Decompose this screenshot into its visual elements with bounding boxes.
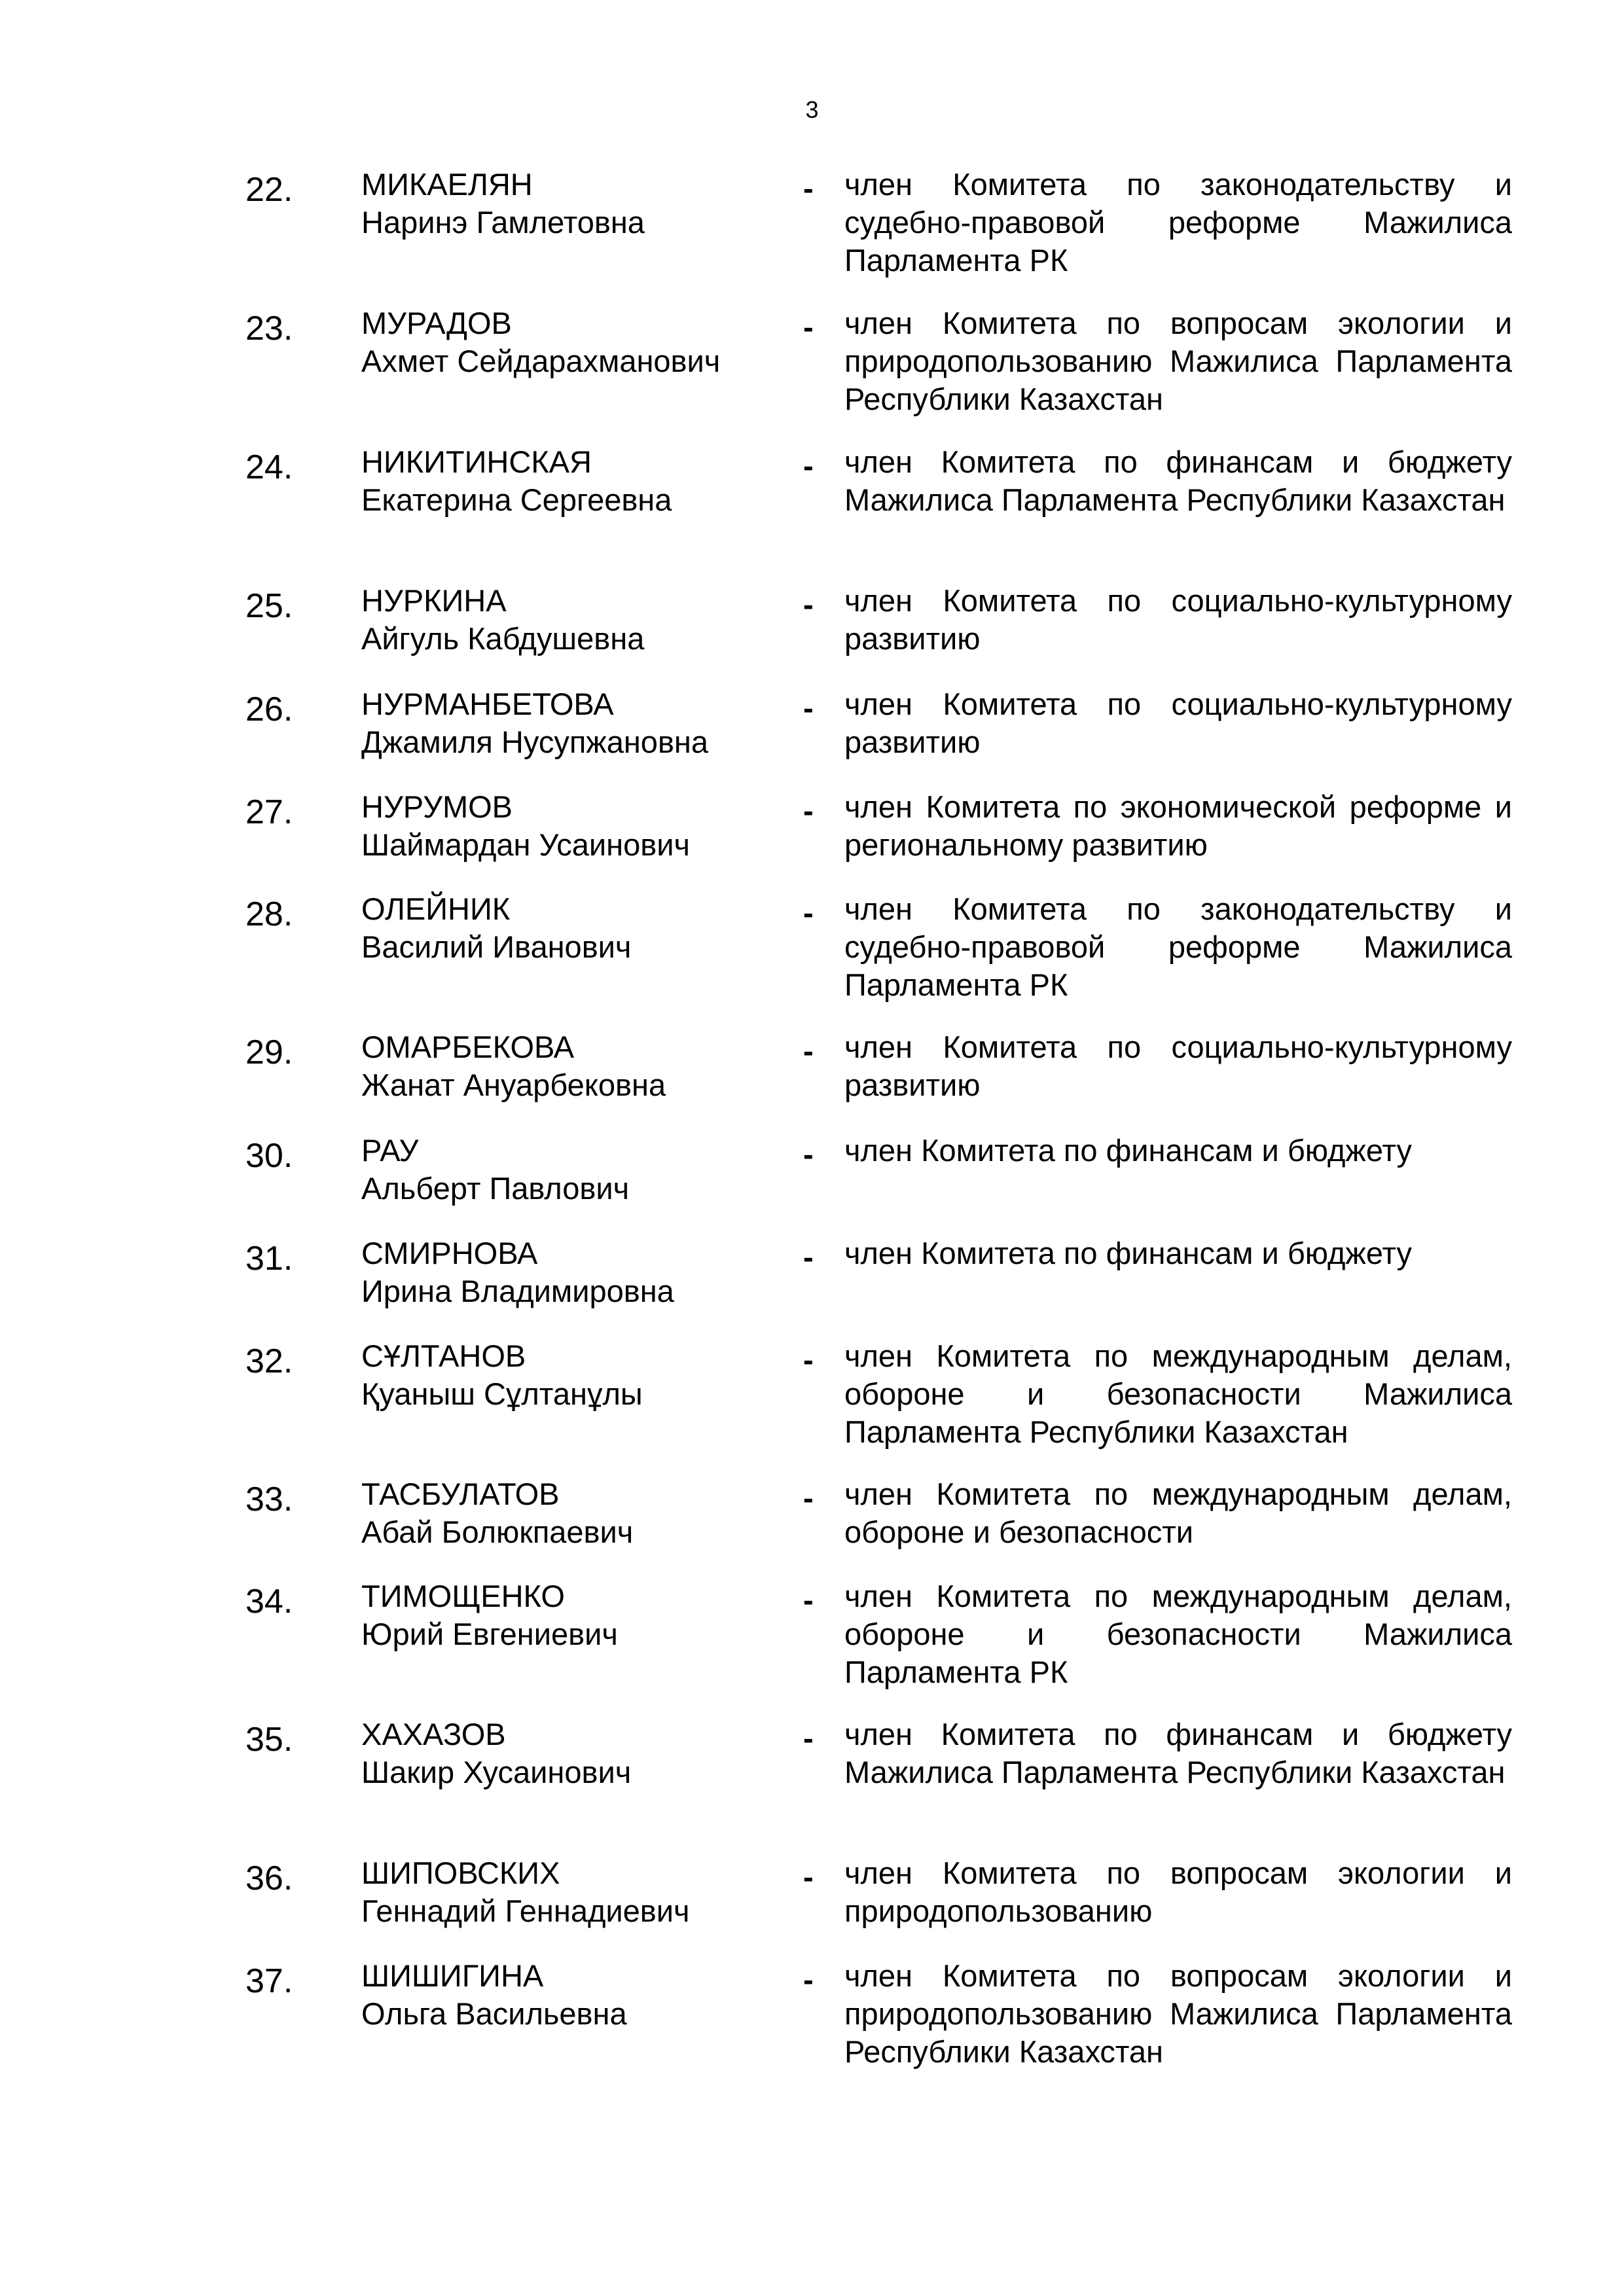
member-given-names: Ирина Владимировна bbox=[361, 1274, 674, 1308]
member-given-names: Ольга Васильевна bbox=[361, 1996, 627, 2031]
member-surname: МУРАДОВ bbox=[361, 306, 512, 340]
member-name bbox=[361, 1715, 780, 1791]
member-given-names: Ахмет Сейдарахманович bbox=[361, 344, 721, 378]
member-surname: РАУ bbox=[361, 1133, 419, 1168]
dash-separator: - bbox=[803, 448, 814, 483]
member-role: член Комитета по финансам и бюджету Мажилиса Парламента Республики Казахстан bbox=[844, 1717, 1512, 1789]
list-item bbox=[0, 1715, 1624, 1854]
member-role: член Комитета по социально-культурному развитию bbox=[844, 1030, 1512, 1102]
dash-separator: - bbox=[803, 1033, 814, 1068]
member-surname: НУРМАНБЕТОВА bbox=[361, 687, 614, 721]
member-surname: СҰЛТАНОВ bbox=[361, 1338, 526, 1373]
member-name bbox=[361, 1854, 780, 1930]
member-role: член Комитета по экономической реформе и региональному развитию bbox=[844, 789, 1512, 862]
member-role: член Комитета по социально-культурному развитию bbox=[844, 687, 1512, 759]
list-item bbox=[0, 166, 1624, 304]
member-surname: ШИШИГИНА bbox=[361, 1958, 544, 1993]
member-role: член Комитета по финансам и бюджету Мажилиса Парламента Республики Казахстан bbox=[844, 444, 1512, 517]
entry-number: 31. bbox=[245, 1240, 293, 1278]
member-name bbox=[361, 166, 780, 242]
dash-separator: - bbox=[803, 691, 814, 725]
member-given-names: Геннадий Геннадиевич bbox=[361, 1893, 690, 1928]
entry-number: 24. bbox=[245, 448, 293, 486]
dash-separator: - bbox=[803, 1342, 814, 1377]
member-name bbox=[361, 443, 780, 519]
entry-number: 30. bbox=[245, 1137, 293, 1175]
entry-number: 29. bbox=[245, 1033, 293, 1071]
dash-separator: - bbox=[803, 1480, 814, 1515]
dash-separator: - bbox=[803, 171, 814, 206]
member-given-names: Жанат Ануарбековна bbox=[361, 1067, 666, 1102]
member-surname: СМИРНОВА bbox=[361, 1236, 538, 1270]
entry-number: 22. bbox=[245, 171, 293, 209]
member-role: член Комитета по социально-культурному развитию bbox=[844, 583, 1512, 656]
member-name bbox=[361, 1337, 780, 1413]
list-item bbox=[0, 304, 1624, 443]
dash-separator: - bbox=[803, 1721, 814, 1755]
member-role: член Комитета по финансам и бюджету bbox=[844, 1236, 1412, 1270]
member-given-names: Екатерина Сергеевна bbox=[361, 482, 672, 517]
member-surname: ОЛЕЙНИК bbox=[361, 891, 511, 926]
list-item bbox=[0, 1854, 1624, 1957]
list-item bbox=[0, 443, 1624, 582]
dash-separator: - bbox=[803, 1137, 814, 1172]
list-item bbox=[0, 1234, 1624, 1337]
entry-number: 27. bbox=[245, 793, 293, 831]
page-number: 3 bbox=[805, 96, 819, 123]
entry-number: 36. bbox=[245, 1859, 293, 1897]
member-role: член Комитета по законодательству и судебно-правовой реформе Мажилиса Парламента РК bbox=[844, 891, 1512, 1002]
member-name bbox=[361, 304, 780, 380]
member-surname: НУРУМОВ bbox=[361, 789, 513, 824]
member-role: член Комитета по международным делам, обороне и безопасности Мажилиса Парламента Республики Казахстан bbox=[844, 1338, 1512, 1449]
member-role: член Комитета по финансам и бюджету bbox=[844, 1133, 1412, 1168]
dash-separator: - bbox=[803, 1240, 814, 1274]
member-name bbox=[361, 1957, 780, 2033]
list-item bbox=[0, 1475, 1624, 1577]
member-surname: ТАСБУЛАТОВ bbox=[361, 1477, 560, 1511]
member-surname: ШИПОВСКИХ bbox=[361, 1856, 560, 1890]
member-surname: НИКИТИНСКАЯ bbox=[361, 444, 592, 479]
member-role: член Комитета по международным делам, обороне и безопасности Мажилиса Парламента РК bbox=[844, 1579, 1512, 1689]
entry-number: 23. bbox=[245, 310, 293, 348]
member-role: член Комитета по международным делам, обороне и безопасности bbox=[844, 1477, 1512, 1549]
member-role: член Комитета по законодательству и судебно-правовой реформе Мажилиса Парламента РК bbox=[844, 167, 1512, 278]
member-given-names: Абай Болюкпаевич bbox=[361, 1515, 634, 1549]
entry-number: 37. bbox=[245, 1962, 293, 2000]
member-name bbox=[361, 788, 780, 864]
member-surname: ХАХАЗОВ bbox=[361, 1717, 506, 1751]
list-item bbox=[0, 788, 1624, 890]
member-surname: ОМАРБЕКОВА bbox=[361, 1030, 575, 1064]
entry-number: 28. bbox=[245, 895, 293, 933]
member-name bbox=[361, 1132, 780, 1208]
entry-number: 25. bbox=[245, 587, 293, 625]
entry-number: 34. bbox=[245, 1583, 293, 1621]
list-item bbox=[0, 1957, 1624, 2088]
entry-number: 32. bbox=[245, 1342, 293, 1380]
member-role: член Комитета по вопросам экологии и природопользованию Мажилиса Парламента Республики Казахстан bbox=[844, 306, 1512, 416]
list-item bbox=[0, 1337, 1624, 1475]
list-item bbox=[0, 685, 1624, 788]
member-name bbox=[361, 890, 780, 966]
dash-separator: - bbox=[803, 310, 814, 344]
member-given-names: Айгуль Кабдушевна bbox=[361, 621, 645, 656]
member-surname: НУРКИНА bbox=[361, 583, 507, 618]
member-name bbox=[361, 1234, 780, 1310]
dash-separator: - bbox=[803, 587, 814, 622]
member-given-names: Шаймардан Усаинович bbox=[361, 827, 690, 862]
dash-separator: - bbox=[803, 1583, 814, 1617]
member-role: член Комитета по вопросам экологии и природопользованию Мажилиса Парламента Республики Казахстан bbox=[844, 1958, 1512, 2069]
list-item bbox=[0, 1577, 1624, 1715]
member-given-names: Альберт Павлович bbox=[361, 1171, 630, 1206]
member-role: член Комитета по вопросам экологии и природопользованию bbox=[844, 1856, 1512, 1928]
member-given-names: Джамиля Нусупжановна bbox=[361, 725, 709, 759]
list-item bbox=[0, 1028, 1624, 1132]
dash-separator: - bbox=[803, 1962, 814, 1997]
member-given-names: Қуаныш Сұлтанұлы bbox=[361, 1376, 643, 1411]
dash-separator: - bbox=[803, 1859, 814, 1894]
member-name bbox=[361, 582, 780, 658]
list-item bbox=[0, 582, 1624, 685]
dash-separator: - bbox=[803, 793, 814, 828]
member-name bbox=[361, 1028, 780, 1104]
dash-separator: - bbox=[803, 895, 814, 930]
member-given-names: Юрий Евгениевич bbox=[361, 1617, 618, 1651]
member-name bbox=[361, 1577, 780, 1653]
member-name bbox=[361, 1475, 780, 1551]
member-given-names: Шакир Хусаинович bbox=[361, 1755, 632, 1789]
member-surname: МИКАЕЛЯН bbox=[361, 167, 533, 202]
list-item bbox=[0, 890, 1624, 1028]
entry-number: 33. bbox=[245, 1480, 293, 1518]
member-list bbox=[0, 166, 1624, 2088]
entry-number: 35. bbox=[245, 1721, 293, 1759]
member-surname: ТИМОЩЕНКО bbox=[361, 1579, 565, 1613]
member-name bbox=[361, 685, 780, 761]
entry-number: 26. bbox=[245, 691, 293, 728]
member-given-names: Наринэ Гамлетовна bbox=[361, 205, 645, 240]
list-item bbox=[0, 1132, 1624, 1234]
member-given-names: Василий Иванович bbox=[361, 929, 632, 964]
